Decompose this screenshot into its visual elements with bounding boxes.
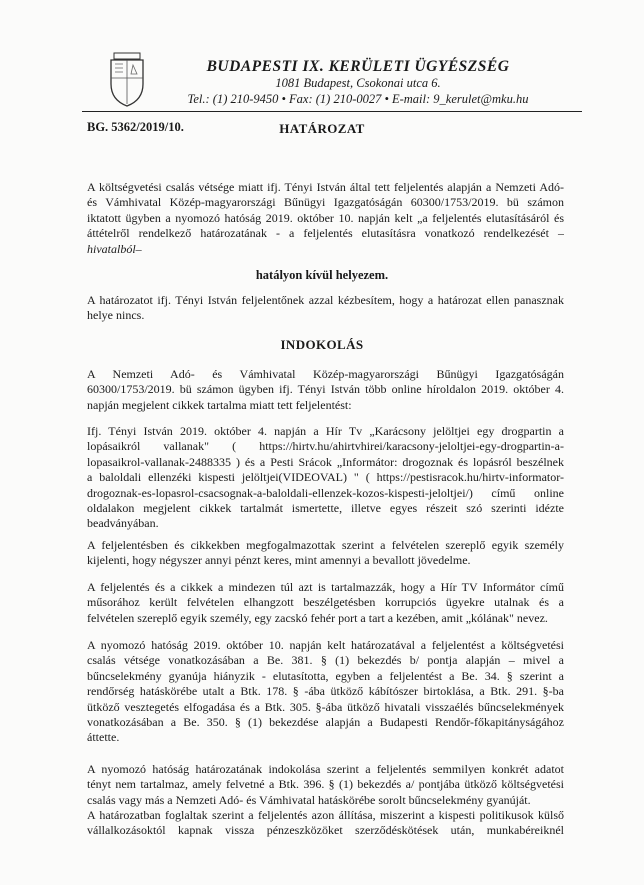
header-divider [82, 111, 582, 112]
text-line: áttételről rendelkező határozatának - a feljelentés elutasításra vonatkozó rendelkezését – [87, 226, 564, 241]
paragraph-7 [87, 762, 564, 808]
quoted-complaint [87, 424, 564, 532]
text-line: A feljelentés és a cikkek a mindezen túl azt is tartalmazzák, hogy a Hír TV Informátor című [87, 580, 564, 594]
office-address: 1081 Budapest, Csokonai utca 6. [275, 76, 441, 90]
text-line: áttette. [87, 730, 120, 745]
text-line: A feljelentésben és cikkekben megfogalmazottak szerint a felvételen szereplő egyik személy [87, 538, 564, 552]
paragraph-1 [87, 180, 564, 257]
text-line: A határozatban foglaltak szerint a feljelentés azon állítása, miszerint a kispesti politikusok külső [87, 808, 564, 822]
decision-statement: hatályon kívül helyezem. [255, 268, 389, 282]
text-line: A költségvetési csalás vétsége miatt ifj. Tényi István által tett feljelentés alapján a Nemzeti Adó- [87, 180, 564, 194]
text-line: beadványában. [87, 516, 159, 531]
text-line: napján megjelent cikkek tartalma miatt tett feljelentést: [87, 397, 352, 412]
text-line: bűncselekmény gyanúja hiányzik - elutasította, egyben a feljelentést a Be. 34. § szerint a [87, 668, 564, 683]
case-reference: BG. 5362/2019/10. [87, 120, 184, 134]
text-line: csalás vagy más a Nemzeti Adó- és Vámhivatal hatáskörébe sorolt bűncselekmény gyanúját. [87, 792, 531, 807]
paragraph-8 [87, 808, 564, 839]
text-line: A Nemzeti Adó- és Vámhivatal Közép-magyarországi Bűnügyi Igazgatóságán [87, 367, 564, 381]
text-line: 60300/1753/2019. bü számon ügyben ifj. Tényi István több online hírоldalon 2019. október 4. [87, 382, 564, 397]
text-line: helye nincs. [87, 308, 145, 323]
paragraph-4 [87, 538, 564, 569]
text-line: a baloldali ellenzéki kispesti jelöltjei(VIDEOVAL) " ( https://pestisracok.hu/hirtv-informator- [87, 470, 564, 485]
text-line: A nyomozó hatóság 2019. október 10. napján kelt határozatával a feljelentést a költségvetési [87, 638, 564, 652]
paragraph-2 [87, 293, 564, 324]
heading-reasons: INDOKOLÁS [280, 337, 364, 352]
text-line: lopasaikrol-vallanak-2488335 ) és a Pesti Srácok „Informátor: drogoznak és lopásról beszélnek [87, 454, 564, 469]
office-title: BUDAPESTI IX. KERÜLETI ÜGYÉSZSÉG [206, 58, 510, 75]
text-line: lopásaikról vallanak" ( https://hirtv.hu/ahirtvhirei/karacsony-jeloltjei-egy-drogpartin-a- [87, 439, 564, 454]
text-line: A nyomozó hatóság határozatának indokolása szerint a feljelentés semmilyen konkrét adatot [87, 762, 564, 776]
text-line: A határozatot ifj. Tényi István feljelentőnek azzal kézbesítem, hogy a határozat ellen panasznak [87, 293, 564, 307]
text-line: oldalakon megjelent cikkek tartalmát ismertette, illetve egyes részeit szó szerinti idézte [87, 501, 564, 516]
paragraph-6 [87, 638, 564, 746]
text-line: ütköző vesztegetés elfogadása és a Btk. 305. §-ába ütköző hivatali visszaélés bűncselekmények [87, 699, 564, 714]
text-line: vállalkozásoktól kapnak vissza pénzeszközöket szerződéskötések után, munkabéreiknél [87, 823, 564, 838]
text-line: tényt nem tartalmaz, amely felvetné a Btk. 396. § (1) bekezdés a/ pontjába ütköző költségvetési [87, 777, 564, 792]
paragraph-5 [87, 580, 564, 626]
text-line: hivatalból– [87, 241, 142, 256]
text-line: Ifj. Tényi István 2019. október 4. napján a Hír Tv „Karácsony jelöltjei egy drogpartin a [87, 424, 564, 438]
text-line: kijelenti, hogy négyszer annyi pénzt keres, mint amennyi a bevallott jövedelme. [87, 553, 471, 568]
office-contact: Tel.: (1) 210-9450 • Fax: (1) 210-0027 • E-mail: 9_kerulet@mku.hu [187, 92, 529, 106]
text-line: csalás vétsége vonatkozásában a Be. 381. § (1) bekezdés b/ pontja alapján – mivel a [87, 653, 564, 668]
text-line: és Vámhivatal Közép-magyarországi Bűnügyi Igazgatóságán 60300/1753/2019. bü számon [87, 195, 564, 210]
text-line: műsorához került felvételen elhangzott beszélgetésben korrupciós ügyekre utalnak és a [87, 595, 564, 610]
text-line: felvételen szereplő egyik személy, egy zacskó fehér port a tart a kezében, amit „kólának" nevez. [87, 610, 548, 625]
paragraph-3 [87, 367, 564, 413]
text-line: vonatkozásában a Be. 350. § (1) bekezdése alapján a Budapesti Rendőr-főkapitányságához [87, 715, 564, 730]
text-line: rendőrség hatáskörébe utalt a Btk. 178. § -ába ütköző kábítószer birtoklása, a Btk. 291. §-ba [87, 684, 564, 699]
text-line: drogoznak-es-lopasrol-csacsognak-a-baloldali-ellenzek-kozos-kispesti-jeloltjei/) című online [87, 485, 564, 500]
heading-decision: HATÁROZAT [279, 121, 365, 136]
text-line: iktatott ügyben a nyomozó hatóság 2019. október 10. napján kelt „a feljelentés elutasításáról és [87, 210, 564, 225]
